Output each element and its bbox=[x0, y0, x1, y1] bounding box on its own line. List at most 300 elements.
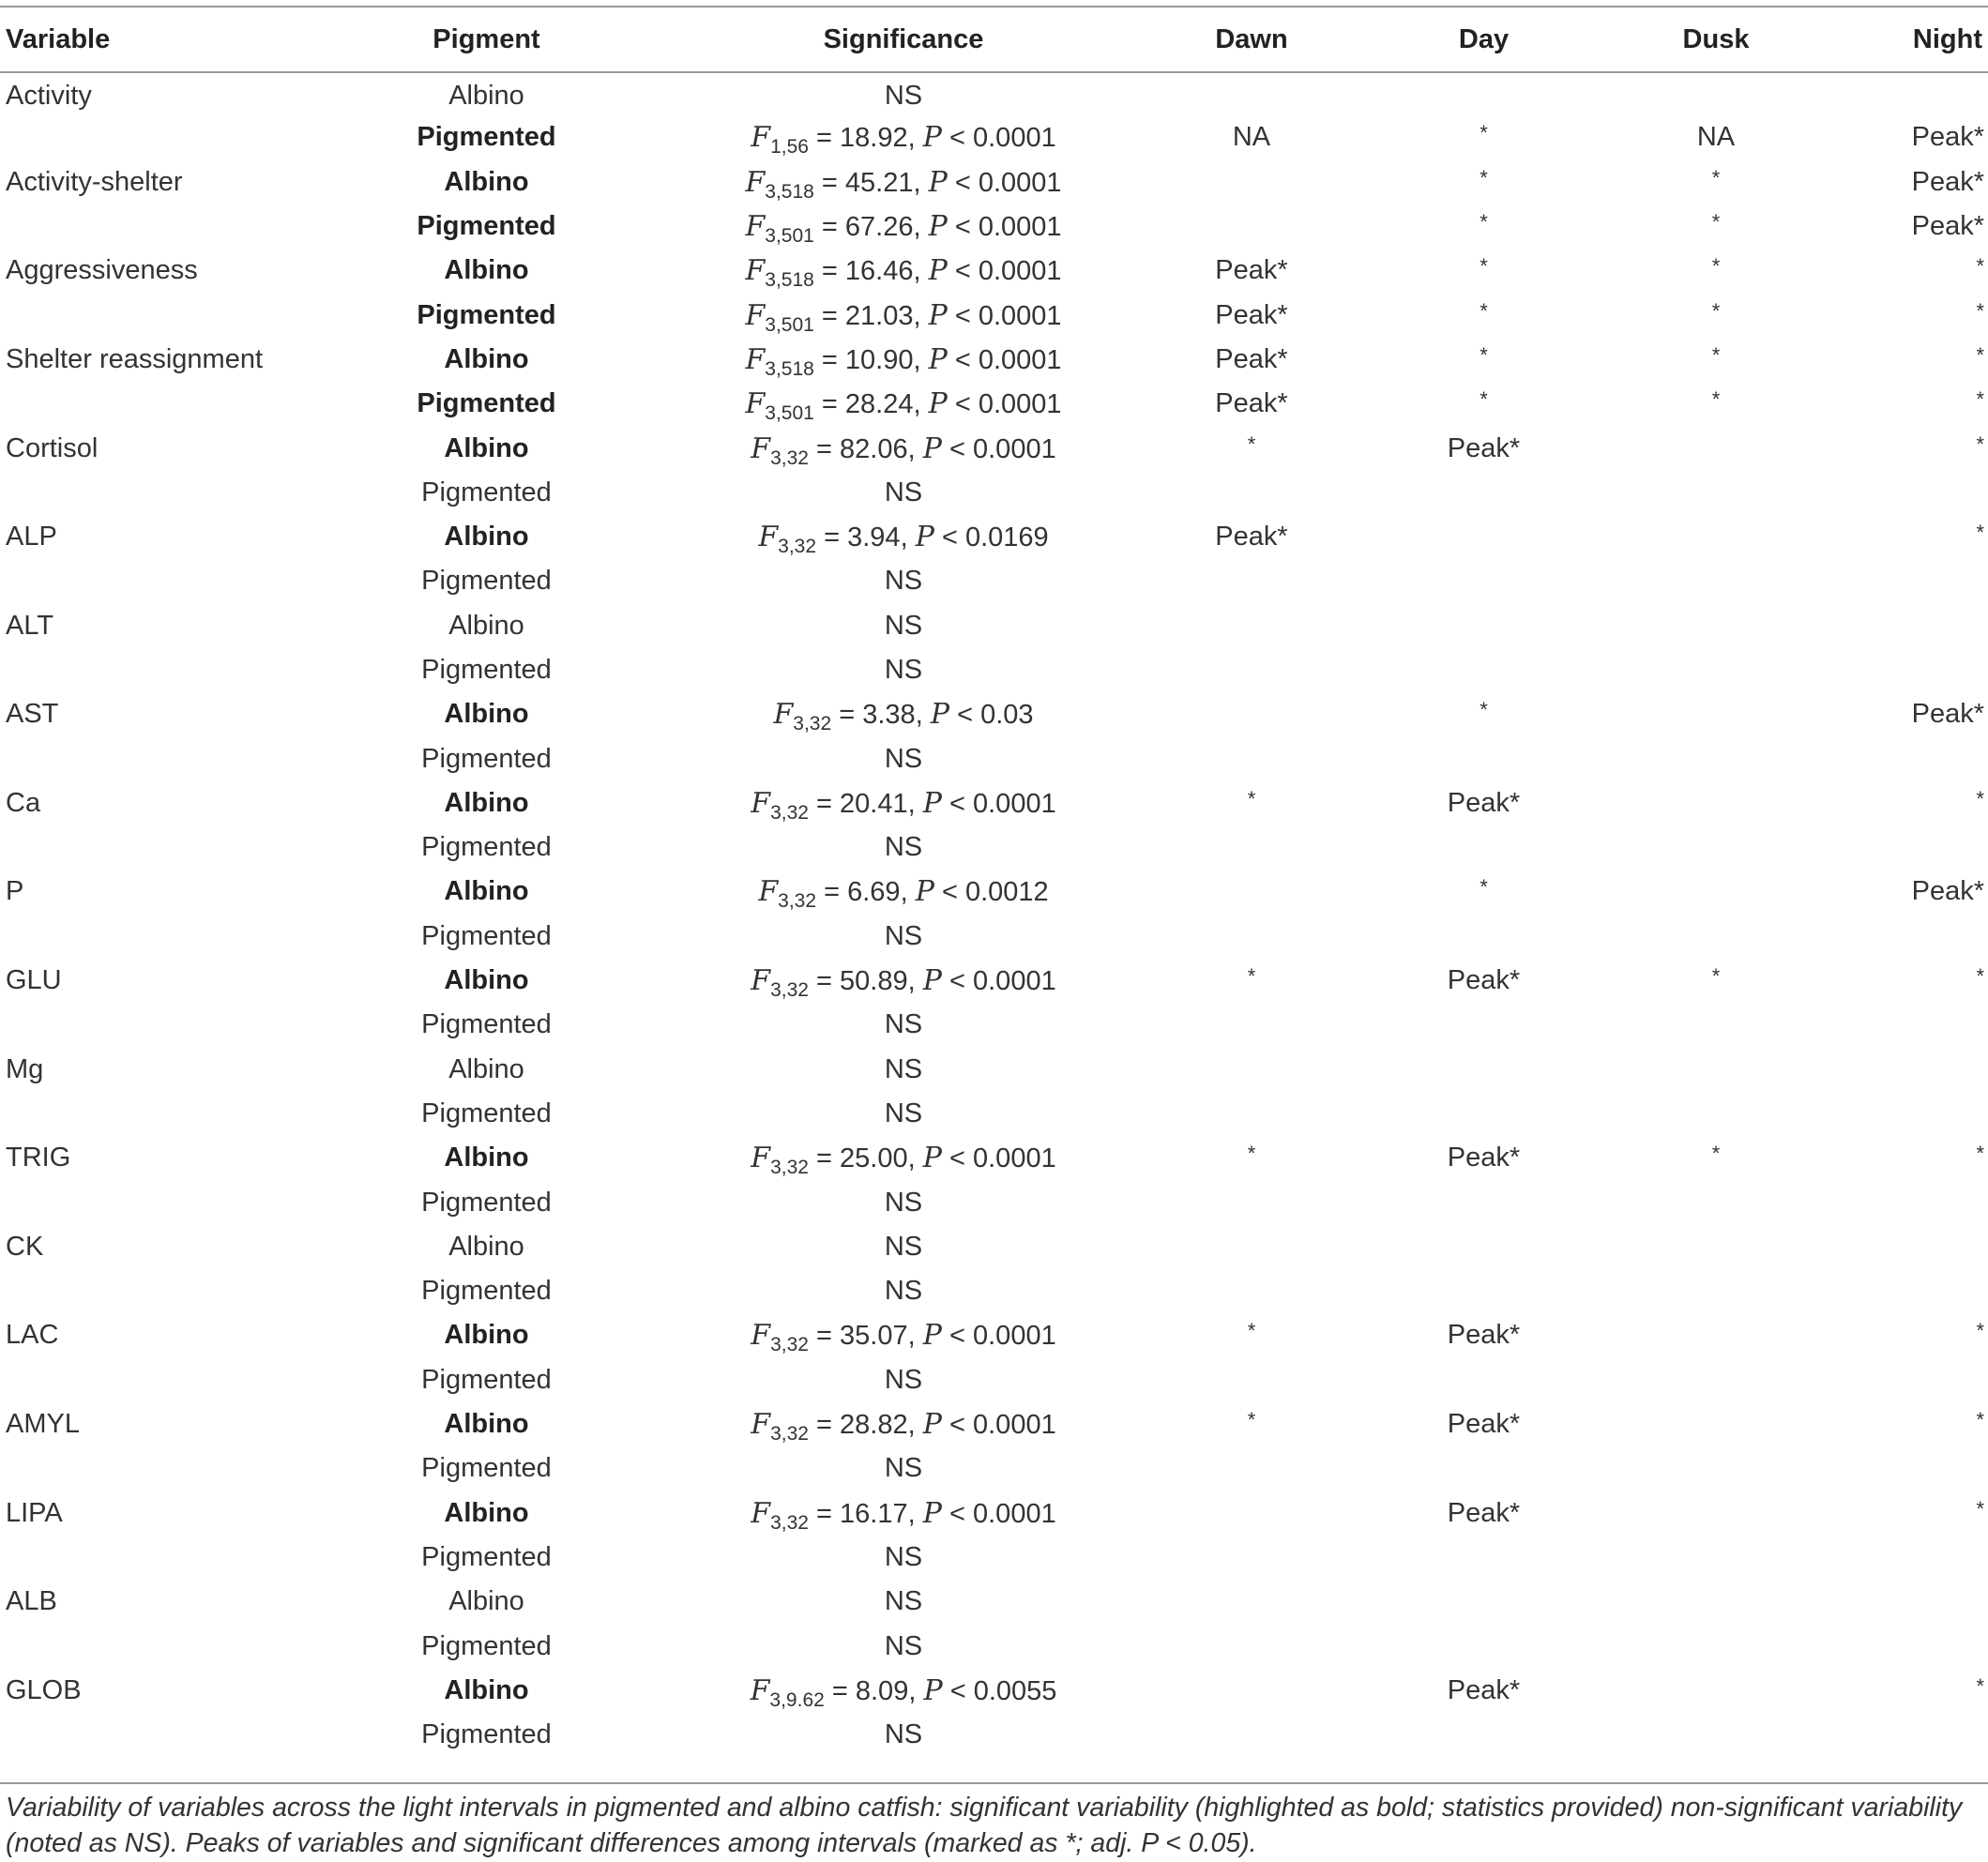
cell-significance: $F_{3,32} = 16.17$, P < 0.0001 bbox=[751, 1496, 1056, 1534]
cell-variable: GLU bbox=[6, 965, 62, 996]
significance-star: * bbox=[1976, 1319, 1984, 1343]
table-row bbox=[0, 1136, 1988, 1180]
cell-day bbox=[1345, 559, 1622, 603]
significance-star: * bbox=[1976, 1408, 1984, 1432]
cell-night bbox=[1810, 1003, 1988, 1047]
table-row bbox=[0, 1003, 1988, 1047]
significance-star: * bbox=[1976, 1673, 1984, 1698]
table-row bbox=[0, 471, 1988, 515]
cell-variable: Cortisol bbox=[6, 432, 99, 463]
f-value: 35.07 bbox=[840, 1321, 908, 1352]
cell-dusk bbox=[1622, 559, 1810, 603]
cell-dusk bbox=[1622, 1669, 1810, 1713]
cell-night bbox=[1810, 71, 1988, 115]
cell-night bbox=[1810, 692, 1988, 736]
p-value: 0.0001 bbox=[978, 300, 1062, 331]
cell-variable: AST bbox=[6, 699, 59, 730]
table-row bbox=[0, 959, 1988, 1003]
f-value: 21.03 bbox=[844, 300, 914, 331]
interval-mark: Peak* bbox=[1447, 432, 1521, 463]
cell-day bbox=[1345, 1003, 1622, 1047]
cell-significance: NS bbox=[884, 743, 923, 774]
cell-dawn bbox=[1158, 1713, 1345, 1757]
p-value: 0.0001 bbox=[973, 1143, 1056, 1174]
cell-night bbox=[1810, 115, 1988, 159]
cell-pigment: Pigmented bbox=[421, 1541, 552, 1572]
cell-day bbox=[1345, 71, 1622, 115]
cell-day bbox=[1345, 1180, 1622, 1224]
cell-dawn bbox=[1158, 515, 1345, 559]
cell-day bbox=[1345, 115, 1622, 159]
f-value: 28.24 bbox=[844, 389, 914, 420]
cell-day bbox=[1345, 825, 1622, 870]
p-operator: < bbox=[949, 433, 965, 464]
p-symbol: P bbox=[928, 342, 948, 376]
cell-night bbox=[1810, 1624, 1988, 1668]
cell-night bbox=[1810, 1269, 1988, 1313]
cell-dusk bbox=[1622, 1048, 1810, 1092]
significance-star: * bbox=[1247, 1319, 1256, 1343]
cell-dawn bbox=[1158, 1269, 1345, 1313]
cell-variable: LIPA bbox=[6, 1497, 63, 1528]
table-row bbox=[0, 204, 1988, 249]
degrees-of-freedom: 3,518 bbox=[765, 357, 814, 380]
cell-variable: Shelter reassignment bbox=[6, 343, 264, 374]
f-symbol: F bbox=[758, 521, 779, 554]
cell-dawn bbox=[1158, 1048, 1345, 1092]
degrees-of-freedom: 3,32 bbox=[770, 447, 809, 469]
degrees-of-freedom: 3,32 bbox=[770, 1157, 809, 1179]
cell-variable: Ca bbox=[6, 787, 41, 818]
f-value: 45.21 bbox=[844, 167, 914, 198]
cell-dusk bbox=[1622, 249, 1810, 293]
cell-dawn bbox=[1158, 1491, 1345, 1536]
cell-day bbox=[1345, 1713, 1622, 1757]
cell-night bbox=[1810, 959, 1988, 1003]
f-symbol: F bbox=[745, 165, 766, 199]
table-row bbox=[0, 293, 1988, 337]
cell-variable bbox=[0, 559, 324, 603]
significance-star: * bbox=[1480, 165, 1488, 189]
cell-dawn bbox=[1158, 338, 1345, 382]
cell-significance: $F_{3,501} = 28.24$, P < 0.0001 bbox=[745, 387, 1062, 425]
p-operator: < bbox=[957, 700, 973, 731]
cell-significance: $F_{3,518} = 16.46$, P < 0.0001 bbox=[745, 254, 1062, 292]
p-value: 0.0001 bbox=[978, 389, 1062, 420]
interval-mark: Peak* bbox=[1215, 522, 1288, 553]
f-value: 20.41 bbox=[840, 788, 908, 819]
cell-day bbox=[1345, 1491, 1622, 1536]
interval-mark: Peak* bbox=[1215, 388, 1288, 419]
f-symbol: F bbox=[751, 964, 771, 998]
table-row bbox=[0, 1446, 1988, 1491]
p-symbol: P bbox=[915, 875, 934, 909]
significance-star: * bbox=[1480, 254, 1488, 279]
cell-day bbox=[1345, 1092, 1622, 1136]
table-row bbox=[0, 1180, 1988, 1224]
cell-dawn bbox=[1158, 648, 1345, 692]
cell-day bbox=[1345, 781, 1622, 825]
cell-variable bbox=[0, 1358, 324, 1402]
cell-variable: ALT bbox=[6, 610, 54, 641]
table-row bbox=[0, 1402, 1988, 1446]
cell-variable: ALP bbox=[6, 522, 57, 553]
p-value: 0.0001 bbox=[973, 433, 1056, 464]
f-symbol: F bbox=[751, 431, 771, 465]
cell-pigment: Albino bbox=[444, 166, 529, 197]
cell-dawn bbox=[1158, 781, 1345, 825]
cell-day bbox=[1345, 1048, 1622, 1092]
cell-dawn bbox=[1158, 1136, 1345, 1180]
cell-day bbox=[1345, 382, 1622, 426]
degrees-of-freedom: 3,32 bbox=[778, 536, 817, 558]
cell-dawn bbox=[1158, 825, 1345, 870]
cell-pigment: Albino bbox=[444, 1497, 529, 1528]
cell-night bbox=[1810, 382, 1988, 426]
cell-dawn bbox=[1158, 1624, 1345, 1668]
p-operator: < bbox=[949, 123, 965, 154]
cell-night bbox=[1810, 1225, 1988, 1269]
cell-significance: NS bbox=[884, 1630, 923, 1661]
cell-significance: $F_{3,32} = 35.07$, P < 0.0001 bbox=[751, 1319, 1056, 1356]
cell-day bbox=[1345, 648, 1622, 692]
f-symbol: F bbox=[758, 875, 779, 909]
cell-significance: $F_{3,501} = 21.03$, P < 0.0001 bbox=[745, 298, 1062, 336]
header-pigment: Pigment bbox=[433, 23, 540, 54]
f-symbol: F bbox=[751, 1496, 771, 1530]
degrees-of-freedom: 3,501 bbox=[765, 225, 814, 248]
p-value: 0.0001 bbox=[973, 1498, 1056, 1529]
f-symbol: F bbox=[751, 121, 771, 155]
cell-pigment: Pigmented bbox=[421, 477, 552, 507]
significance-star: * bbox=[1976, 964, 1984, 989]
cell-pigment: Pigmented bbox=[417, 211, 556, 242]
cell-dusk bbox=[1622, 959, 1810, 1003]
f-value: 67.26 bbox=[844, 212, 914, 243]
table-row bbox=[0, 1092, 1988, 1136]
table-row bbox=[0, 825, 1988, 870]
cell-night bbox=[1810, 1402, 1988, 1446]
significance-star: * bbox=[1247, 786, 1256, 810]
cell-day bbox=[1345, 471, 1622, 515]
cell-significance: NS bbox=[884, 920, 923, 951]
cell-dawn bbox=[1158, 249, 1345, 293]
cell-night bbox=[1810, 1092, 1988, 1136]
f-symbol: F bbox=[745, 254, 766, 288]
cell-day bbox=[1345, 160, 1622, 204]
cell-dusk bbox=[1622, 1713, 1810, 1757]
cell-dusk bbox=[1622, 1003, 1810, 1047]
cell-pigment: Albino bbox=[444, 787, 529, 818]
cell-variable bbox=[0, 115, 324, 159]
p-value: 0.03 bbox=[980, 700, 1034, 731]
cell-pigment: Albino bbox=[448, 81, 524, 112]
cell-dawn bbox=[1158, 736, 1345, 780]
p-operator: < bbox=[949, 966, 965, 997]
cell-night bbox=[1810, 1136, 1988, 1180]
cell-variable: Mg bbox=[6, 1053, 44, 1084]
interval-mark: NA bbox=[1232, 122, 1271, 153]
interval-mark: NA bbox=[1696, 122, 1736, 153]
table-row bbox=[0, 915, 1988, 959]
p-operator: < bbox=[949, 1321, 965, 1352]
bottom-rule bbox=[0, 1782, 1988, 1784]
cell-pigment: Albino bbox=[448, 1053, 524, 1084]
p-operator: < bbox=[954, 167, 971, 198]
cell-night bbox=[1810, 825, 1988, 870]
p-value: 0.0001 bbox=[973, 1321, 1056, 1352]
cell-pigment: Albino bbox=[448, 610, 524, 641]
cell-day bbox=[1345, 1536, 1622, 1580]
cell-significance: NS bbox=[884, 1453, 923, 1484]
table-row bbox=[0, 249, 1988, 293]
degrees-of-freedom: 3,32 bbox=[770, 1511, 809, 1534]
cell-significance: NS bbox=[884, 1586, 923, 1617]
cell-variable bbox=[0, 1269, 324, 1313]
table-row bbox=[0, 515, 1988, 559]
cell-significance: NS bbox=[884, 655, 923, 685]
cell-day bbox=[1345, 1580, 1622, 1624]
cell-day bbox=[1345, 1269, 1622, 1313]
cell-variable: GLOB bbox=[6, 1674, 82, 1705]
significance-star: * bbox=[1247, 1142, 1256, 1166]
table-row bbox=[0, 1269, 1988, 1313]
f-value: 28.82 bbox=[840, 1410, 908, 1441]
cell-dawn bbox=[1158, 71, 1345, 115]
significance-star: * bbox=[1480, 298, 1488, 323]
cell-night bbox=[1810, 1446, 1988, 1491]
significance-star: * bbox=[1711, 342, 1721, 367]
f-symbol: F bbox=[751, 1142, 771, 1175]
cell-significance: $F_{3,518} = 45.21$, P < 0.0001 bbox=[745, 165, 1062, 203]
significance-star: * bbox=[1711, 254, 1721, 279]
cell-dusk bbox=[1622, 1358, 1810, 1402]
cell-dusk bbox=[1622, 1136, 1810, 1180]
cell-day bbox=[1345, 1446, 1622, 1491]
p-value: 0.0001 bbox=[978, 256, 1062, 287]
p-symbol: P bbox=[922, 1319, 942, 1353]
cell-variable: LAC bbox=[6, 1320, 59, 1351]
interval-mark: Peak* bbox=[1215, 343, 1288, 374]
f-value: 18.92 bbox=[840, 123, 908, 154]
interval-mark: Peak* bbox=[1447, 1409, 1521, 1440]
degrees-of-freedom: 3,32 bbox=[770, 979, 809, 1002]
significance-star: * bbox=[1976, 1142, 1984, 1166]
cell-day bbox=[1345, 959, 1622, 1003]
cell-dusk bbox=[1622, 1225, 1810, 1269]
p-value: 0.0001 bbox=[973, 1410, 1056, 1441]
cell-dawn bbox=[1158, 1580, 1345, 1624]
f-value: 3.94 bbox=[847, 522, 901, 553]
p-symbol: P bbox=[928, 387, 948, 421]
cell-pigment: Albino bbox=[448, 1586, 524, 1617]
cell-pigment: Albino bbox=[444, 1143, 529, 1173]
p-symbol: P bbox=[915, 521, 934, 554]
cell-variable: AMYL bbox=[6, 1409, 80, 1440]
interval-mark: Peak* bbox=[1911, 699, 1984, 730]
cell-variable bbox=[0, 648, 324, 692]
cell-pigment: Pigmented bbox=[421, 743, 552, 774]
cell-day bbox=[1345, 870, 1622, 914]
cell-dusk bbox=[1622, 71, 1810, 115]
interval-mark: Peak* bbox=[1911, 211, 1984, 242]
cell-significance: $F_{3,9.62} = 8.09$, P < 0.0055 bbox=[750, 1673, 1057, 1711]
cell-dawn bbox=[1158, 1003, 1345, 1047]
p-operator: < bbox=[941, 522, 958, 553]
f-symbol: F bbox=[745, 298, 766, 332]
f-value: 6.69 bbox=[847, 877, 901, 908]
cell-night bbox=[1810, 1313, 1988, 1357]
header-variable: Variable bbox=[6, 23, 111, 54]
cell-variable bbox=[0, 382, 324, 426]
degrees-of-freedom: 1,56 bbox=[770, 136, 809, 159]
cell-dawn bbox=[1158, 959, 1345, 1003]
cell-significance: $F_{3,32} = 3.38$, P < 0.03 bbox=[773, 698, 1034, 735]
table-row bbox=[0, 1358, 1988, 1402]
table-row bbox=[0, 338, 1988, 382]
cell-pigment: Albino bbox=[444, 522, 529, 553]
p-value: 0.0001 bbox=[978, 344, 1062, 375]
cell-night bbox=[1810, 515, 1988, 559]
cell-day bbox=[1345, 915, 1622, 959]
cell-pigment: Albino bbox=[444, 343, 529, 374]
cell-pigment: Pigmented bbox=[421, 1364, 552, 1395]
degrees-of-freedom: 3,32 bbox=[793, 713, 832, 735]
cell-night bbox=[1810, 1713, 1988, 1757]
p-value: 0.0001 bbox=[978, 167, 1062, 198]
header-dusk: Dusk bbox=[1682, 23, 1750, 54]
header-dawn: Dawn bbox=[1215, 23, 1288, 54]
cell-day bbox=[1345, 1624, 1622, 1668]
cell-significance: NS bbox=[884, 1053, 923, 1084]
degrees-of-freedom: 3,32 bbox=[770, 1334, 809, 1356]
significance-star: * bbox=[1711, 964, 1721, 989]
cell-dusk bbox=[1622, 825, 1810, 870]
cell-dusk bbox=[1622, 382, 1810, 426]
cell-night bbox=[1810, 249, 1988, 293]
p-symbol: P bbox=[930, 698, 949, 732]
cell-variable: Activity bbox=[6, 81, 92, 112]
cell-significance: NS bbox=[884, 1231, 923, 1262]
interval-mark: Peak* bbox=[1447, 787, 1521, 818]
p-operator: < bbox=[941, 877, 958, 908]
cell-night bbox=[1810, 426, 1988, 470]
cell-dusk bbox=[1622, 1402, 1810, 1446]
f-symbol: F bbox=[751, 786, 771, 820]
cell-dawn bbox=[1158, 915, 1345, 959]
cell-significance: $F_{3,32} = 50.89$, P < 0.0001 bbox=[751, 964, 1056, 1002]
cell-dawn bbox=[1158, 471, 1345, 515]
cell-dusk bbox=[1622, 604, 1810, 648]
p-operator: < bbox=[949, 1143, 965, 1174]
cell-dusk bbox=[1622, 1092, 1810, 1136]
cell-variable: Activity-shelter bbox=[6, 166, 183, 197]
cell-variable: P bbox=[6, 876, 24, 907]
cell-pigment: Albino bbox=[444, 699, 529, 730]
header-row bbox=[0, 8, 1988, 71]
table-row bbox=[0, 1491, 1988, 1536]
f-value: 10.90 bbox=[844, 344, 914, 375]
cell-dusk bbox=[1622, 781, 1810, 825]
table-row bbox=[0, 160, 1988, 204]
significance-star: * bbox=[1480, 210, 1488, 235]
table-row bbox=[0, 870, 1988, 914]
cell-night bbox=[1810, 204, 1988, 249]
cell-night bbox=[1810, 160, 1988, 204]
p-symbol: P bbox=[922, 1408, 942, 1442]
cell-dusk bbox=[1622, 736, 1810, 780]
cell-significance: $F_{3,32} = 6.69$, P < 0.0012 bbox=[758, 875, 1049, 913]
results-table bbox=[0, 8, 1988, 1757]
interval-mark: Peak* bbox=[1215, 255, 1288, 286]
cell-day bbox=[1345, 1669, 1622, 1713]
cell-significance: $F_{3,32} = 82.06$, P < 0.0001 bbox=[751, 431, 1056, 469]
p-symbol: P bbox=[928, 210, 948, 244]
f-value: 3.38 bbox=[862, 700, 916, 731]
cell-variable: CK bbox=[6, 1231, 44, 1262]
p-operator: < bbox=[949, 1410, 965, 1441]
cell-night bbox=[1810, 781, 1988, 825]
table-row bbox=[0, 426, 1988, 470]
cell-dusk bbox=[1622, 1446, 1810, 1491]
significance-star: * bbox=[1247, 431, 1256, 456]
cell-dusk bbox=[1622, 1491, 1810, 1536]
significance-star: * bbox=[1480, 121, 1488, 145]
significance-star: * bbox=[1976, 342, 1984, 367]
cell-night bbox=[1810, 1180, 1988, 1224]
cell-night bbox=[1810, 1669, 1988, 1713]
cell-dusk bbox=[1622, 1180, 1810, 1224]
significance-star: * bbox=[1976, 254, 1984, 279]
cell-pigment: Pigmented bbox=[421, 1630, 552, 1661]
p-operator: < bbox=[949, 788, 965, 819]
cell-variable bbox=[0, 1180, 324, 1224]
table-row bbox=[0, 71, 1988, 115]
table-body bbox=[0, 71, 1988, 1757]
p-value: 0.0001 bbox=[978, 212, 1062, 243]
cell-dawn bbox=[1158, 1225, 1345, 1269]
cell-variable: TRIG bbox=[6, 1143, 71, 1173]
significance-star: * bbox=[1976, 786, 1984, 810]
cell-significance: NS bbox=[884, 1187, 923, 1218]
cell-variable bbox=[0, 1003, 324, 1047]
cell-dawn bbox=[1158, 1669, 1345, 1713]
table-row bbox=[0, 1624, 1988, 1668]
significance-star: * bbox=[1711, 1142, 1721, 1166]
cell-significance: NS bbox=[884, 1541, 923, 1572]
cell-dawn bbox=[1158, 604, 1345, 648]
p-symbol: P bbox=[922, 964, 942, 998]
cell-night bbox=[1810, 1491, 1988, 1536]
cell-night bbox=[1810, 870, 1988, 914]
cell-variable bbox=[0, 1624, 324, 1668]
cell-dusk bbox=[1622, 915, 1810, 959]
table-caption: Variability of variables across the light intervals in pigmented and albino catfish: significant variability (highlighted as bold; statistics provided) non-significant variability (noted as NS). Peaks of variables and significant differences among intervals (marked as *; adj. P < 0.05). bbox=[6, 1793, 1963, 1858]
cell-dawn bbox=[1158, 1358, 1345, 1402]
p-value: 0.0001 bbox=[973, 966, 1056, 997]
cell-significance: NS bbox=[884, 1098, 923, 1128]
significance-star: * bbox=[1976, 387, 1984, 412]
significance-star: * bbox=[1247, 964, 1256, 989]
cell-day bbox=[1345, 293, 1622, 337]
cell-dusk bbox=[1622, 426, 1810, 470]
cell-dusk bbox=[1622, 293, 1810, 337]
degrees-of-freedom: 3,501 bbox=[765, 313, 814, 336]
significance-star: * bbox=[1711, 165, 1721, 189]
cell-significance: $F_{3,501} = 67.26$, P < 0.0001 bbox=[745, 210, 1062, 248]
cell-significance: NS bbox=[884, 81, 923, 112]
cell-significance: NS bbox=[884, 832, 923, 863]
